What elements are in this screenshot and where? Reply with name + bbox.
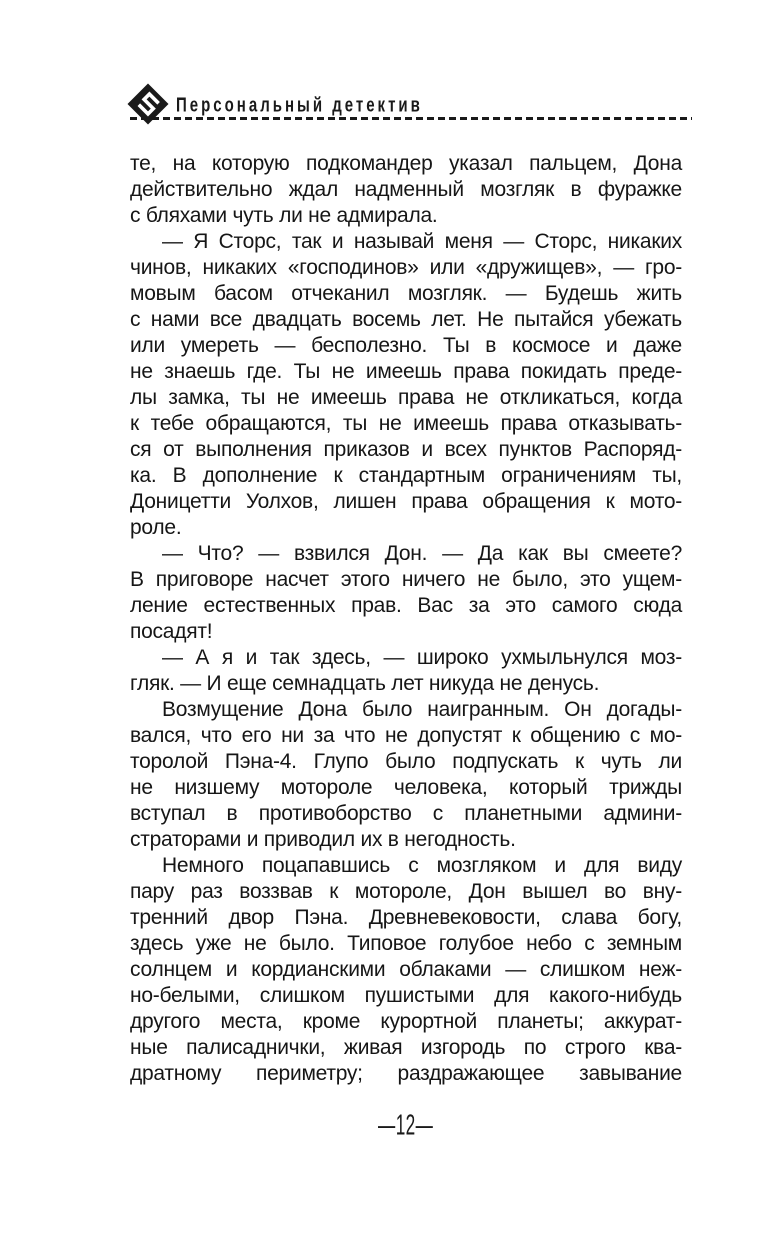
text-line: действительно ждал надменный мозгляк в фуражке bbox=[130, 178, 682, 201]
body-text-block bbox=[130, 151, 682, 1087]
text-line: те, на которую подкомандер указал пальцем, Дона bbox=[130, 152, 682, 175]
text-line: лы замка, ты не имеешь права не откликаться, когда bbox=[130, 386, 682, 409]
text-line: к тебе обращаются, ты не имеешь права отказывать- bbox=[130, 412, 682, 435]
text-line: здесь уже не было. Типовое голубое небо с земным bbox=[130, 932, 682, 955]
text-line: но-белыми, слишком пушистыми для какого-нибудь bbox=[130, 984, 682, 1007]
text-line: посадят! bbox=[130, 620, 213, 643]
text-line: вался, что его ни за что не допустят к общению с мо- bbox=[130, 724, 682, 747]
text-line: — А я и так здесь, — широко ухмыльнулся моз- bbox=[162, 646, 682, 669]
text-line: с нами все двадцать восемь лет. Не пытайся убежать bbox=[130, 308, 682, 331]
text-line: торолой Пэна-4. Глупо было подпускать к чуть ли bbox=[130, 750, 682, 773]
text-line: гляк. — И еще семнадцать лет никуда не денусь. bbox=[130, 672, 600, 695]
text-line: роле. bbox=[130, 516, 182, 539]
text-line: мовым басом отчеканил мозгляк. — Будешь жить bbox=[130, 282, 682, 305]
text-line: не низшему мотороле человека, который трижды bbox=[130, 776, 682, 799]
text-line: Немного поцапавшись с мозгляком и для виду bbox=[162, 854, 682, 877]
text-line: не знаешь где. Ты не имеешь права покидать преде- bbox=[130, 360, 682, 383]
text-line: Возмущение Дона было наигранным. Он догады- bbox=[162, 698, 682, 721]
text-line: с бляхами чуть ли не адмирала. bbox=[130, 204, 438, 227]
page-footer bbox=[130, 1110, 682, 1142]
text-line: Доницетти Уолхов, лишен права обращения к мото- bbox=[130, 490, 682, 513]
dashed-rule bbox=[130, 117, 692, 120]
text-line: ся от выполнения приказов и всех пунктов Распоряд- bbox=[130, 438, 682, 461]
publisher-diamond-logo-icon bbox=[126, 82, 170, 126]
text-line: — Я Сторс, так и называй меня — Сторс, никаких bbox=[162, 230, 682, 253]
text-line: пару раз воззвав к мотороле, Дон вышел во вну- bbox=[130, 880, 682, 903]
text-line: ка. В дополнение к стандартным ограничениям ты, bbox=[130, 464, 682, 487]
text-line: солнцем и кордианскими облаками — слишком неж- bbox=[130, 958, 682, 981]
running-title: Персональный детектив bbox=[176, 94, 423, 117]
text-line: страторами и приводил их в негодность. bbox=[130, 828, 516, 851]
text-line: — Что? — взвился Дон. — Да как вы смеете? bbox=[162, 542, 682, 565]
text-line: тренний двор Пэна. Древневековости, слава богу, bbox=[130, 906, 682, 929]
text-line: В приговоре насчет этого ничего не было, это ущем- bbox=[130, 568, 682, 591]
running-header bbox=[0, 0, 768, 130]
page-number: —12— bbox=[378, 1110, 434, 1142]
text-line: вступал в противоборство с планетными админи- bbox=[130, 802, 682, 825]
text-line: или умереть — бесполезно. Ты в космосе и даже bbox=[130, 334, 682, 357]
text-line: ные палисаднички, живая изгородь по строго ква- bbox=[130, 1036, 682, 1059]
text-line: чинов, никаких «господинов» или «дружищев», — гро- bbox=[130, 256, 682, 279]
text-line: дратному периметру; раздражающее завывание bbox=[130, 1062, 682, 1085]
text-line: ление естественных прав. Вас за это самого сюда bbox=[130, 594, 682, 617]
text-line: другого места, кроме курортной планеты; аккурат- bbox=[130, 1010, 682, 1033]
